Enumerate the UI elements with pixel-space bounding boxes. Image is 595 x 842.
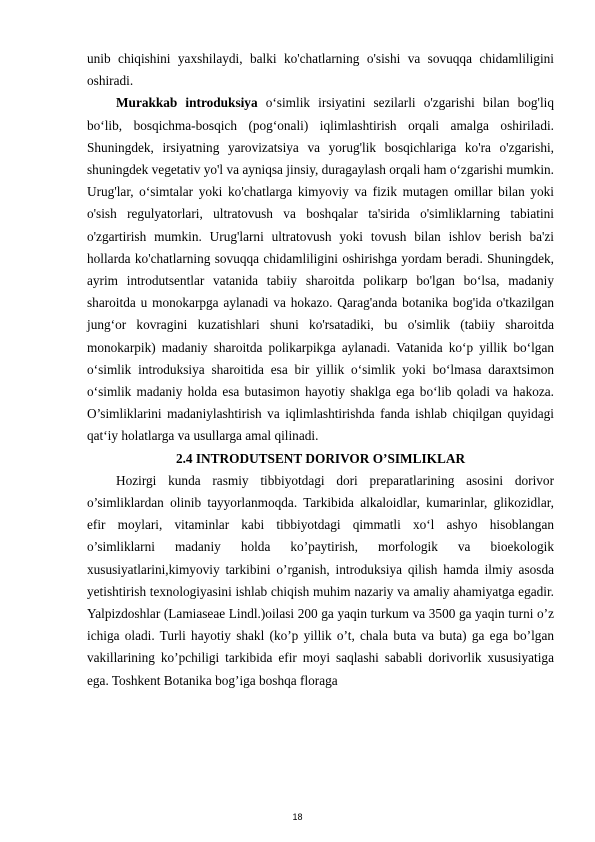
paragraph-text: o‘simlik irsiyatini sezilarli o'zgarishi bilan bog'liq bo‘lib, bosqichma-bosqich (pog‘onali) iqlimlashtirish orqali amalga oshiriladi. Shuningdek, irsiyatning yarovizatsiya va yorug'lik bosqichlariga ko'ra o'zgarishi, shuningdek vegetativ yo'l va ayniqsa jinsiy, duragaylash orqali ham o‘zgarishi mumkin. Urug'lar, o‘simtalar yoki ko'chatlarga kimyoviy va fizik mutagen omillar bilan yoki o'sish regulyatorlari, ultratovush va boshqalar ta'sirida o'simliklarning tabiatini o'zgartirish mumkin. Urug'larni ultratovush yoki tovush bilan ishlov berish ba'zi hollarda ko'chatlarning sovuqqa chidamliligini oshirishga yordam beradi. Shuningdek, ayrim introdutsentlar vatanida tabiiy sharoitda polikarp bo'lgan bo‘lsa, madaniy sharoitda u monokarpga aylanadi va hokazo. Qarag'anda botanika bog'ida o'tkazilgan jung‘or kovragini kuzatishlari shuni ko'rsatadiki, bu o'simlik (tabiiy sharoitda monokarpik) madaniy sharoitda polikarpikga aylanadi. Vatanida ko‘p yillik bo‘lgan o‘simlik introduksiya sharoitida esa bir yillik o‘simlik yoki bo‘lmasa daraxtsimon o‘simlik madaniy holda esa butasimon hayotiy shaklga ega bo‘lib qoladi va hakoza. O’simliklarini madaniylashtirish va iqlimlashtirishda fanda ishlab chiqilgan quyidagi qat‘iy holatlarga va usullarga amal qilinadi. xyxy=(87,95,554,444)
text-body xyxy=(87,48,554,692)
term-complex-introduction: Murakkab introduksiya xyxy=(116,95,258,111)
page-number: 18 xyxy=(292,812,303,822)
paragraph-complex-introduction xyxy=(87,92,554,447)
paragraph-medicinal-plants: Hozirgi kunda rasmiy tibbiyotdagi dori preparatlarining asosini dorivor o’simliklardan olinib tayyorlanmoqda. Tarkibida alkaloidlar, kumarinlar, glikozidlar, efir moylari, vitaminlar kabi tibbiyotdagi qimmatli xo‘l ashyo hisoblangan o’simliklarni madaniy holda ko’paytirish, morfologik va bioekologik xususiyatlarini,kimyoviy tarkibini o’rganish, introduksiya qilish hamda ilmiy asosda yetishtirish texnologiyasini ishlab chiqish muhim nazariy va amaliy ahamiyatga egadir. Yalpizdoshlar (Lamiaseae Lindl.)oilasi 200 ga yaqin turkum va 3500 ga yaqin turni o’z ichiga oladi. Turli hayotiy shakl (ko’p yillik o’t, chala buta va buta) ga ega bo’lgan vakillarining ko’pchiligi tarkibida efir moyi saqlashi sababli dorivorlik xususiyatiga ega. Toshkent Botanika bog’iga boshqa floraga xyxy=(87,472,554,688)
section-heading: 2.4 INTRODUTSENT DORIVOR O’SIMLIKLAR xyxy=(175,450,466,466)
paragraph-continuation: unib chiqishini yaxshilaydi, balki ko'chatlarning o'sishi va sovuqqa chidamliligini oshiradi. xyxy=(87,51,554,89)
